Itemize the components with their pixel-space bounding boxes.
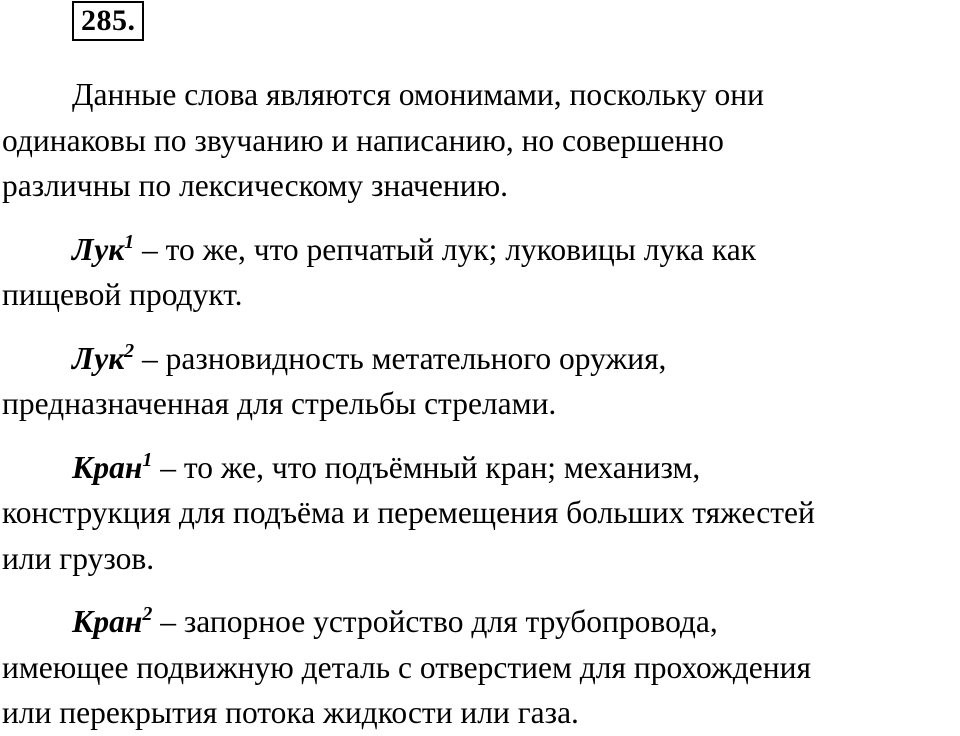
term-word: Лук	[72, 340, 125, 376]
task-number	[72, 2, 144, 40]
term	[72, 450, 152, 485]
definition-luk-1	[2, 227, 957, 318]
definition-line: или грузов.	[2, 540, 155, 576]
term-index: 1	[124, 230, 135, 253]
intro-paragraph	[2, 72, 957, 209]
task-number-box	[72, 1, 144, 41]
intro-line: одинаковы по звучанию и написанию, но совершенно	[2, 122, 724, 158]
term-word: Кран	[72, 449, 143, 485]
definition-kran-2	[2, 599, 957, 736]
definition-line: – то же, что подъёмный кран; механизм,	[152, 449, 701, 485]
intro-line: Данные слова являются омонимами, поскольку они	[72, 77, 764, 112]
term-word: Кран	[72, 604, 143, 639]
term	[72, 341, 134, 376]
definition-line: имеющее подвижную деталь с отверстием для прохождения	[2, 649, 811, 685]
definition-line: пищевой продукт.	[2, 277, 243, 312]
term-word: Лук	[72, 231, 125, 267]
intro-line: различны по лексическому значению.	[2, 168, 508, 203]
definition-line: конструкция для подъёма и перемещения больших тяжестей	[2, 495, 815, 530]
term-index: 2	[142, 603, 153, 625]
term-index: 2	[124, 339, 135, 362]
task-number-dot: .	[127, 4, 136, 37]
definition-luk-2	[2, 336, 957, 427]
definition-line: – запорное устройство для трубопровода,	[152, 604, 718, 639]
definition-line: – разновидность метательного оружия,	[134, 340, 667, 376]
definition-line: или перекрытия потока жидкости или газа.	[2, 695, 579, 730]
definition-kran-1	[2, 445, 957, 582]
answer-text	[2, 72, 957, 736]
definition-line: – то же, что репчатый лук; луковицы лука как	[134, 231, 757, 267]
term	[72, 232, 134, 267]
definition-line: предназначенная для стрельбы стрелами.	[2, 386, 557, 421]
task-number-value: 285	[81, 4, 128, 37]
term	[72, 604, 152, 639]
term-index: 1	[142, 448, 153, 471]
